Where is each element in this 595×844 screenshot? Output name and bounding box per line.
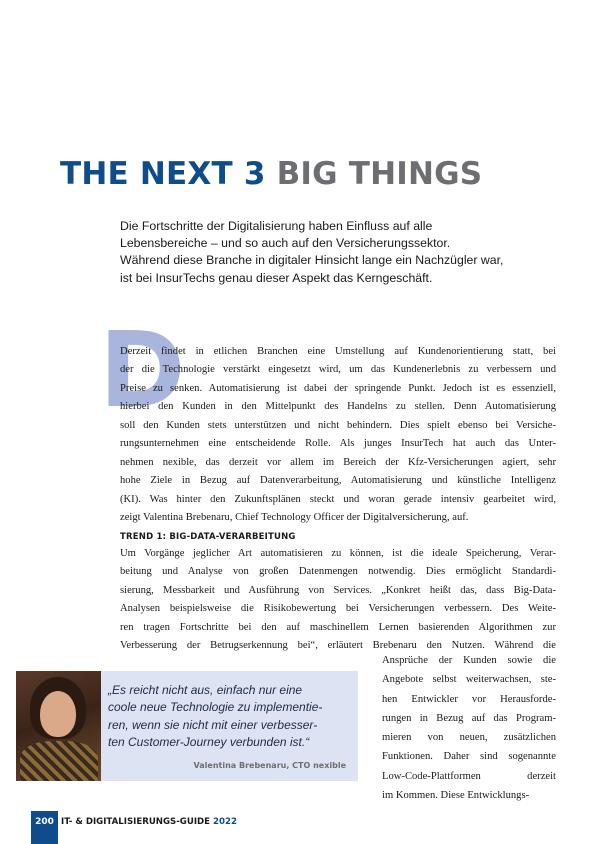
text-line: hierbei den Kunden in den Mittelpunkt des Handelns zu stellen. Denn Automatisierung <box>120 401 556 413</box>
body-paragraph-trend-1 <box>120 545 556 656</box>
text-line: der die Technologie verstärkt eingesetzt wird, um das Kundenerlebnis zu verbessern und <box>120 364 556 376</box>
lead-line: Lebensbereiche – und so auch auf den Versicherungssektor. <box>120 236 451 251</box>
pull-quote-text <box>108 682 348 751</box>
quote-line: ren, wenn sie nicht mit einer verbesser- <box>108 717 318 732</box>
text-line: (KI). Was hinter den Zukunftsplänen steckt und woran gerade intensiv gearbeitet wird, <box>120 493 556 505</box>
text-line: Angebote selbst weiterwachsen, ste- <box>382 674 556 686</box>
text-line: rungen in Bezug auf das Program- <box>382 712 556 724</box>
text-line: Low-Code-Plattformen derzeit <box>382 770 556 782</box>
quote-author: Valentina Brebenaru, CTO nexible <box>193 761 346 770</box>
text-line: Verbesserung der Betrugserkennung bei“, erläutert Brebenaru den Nutzen. Während die <box>120 640 556 652</box>
page-number: 200 <box>31 811 58 844</box>
text-line: Derzeit findet in etlichen Branchen eine Umstellung auf Kundenorientierung statt, bei <box>120 346 556 357</box>
photo-face-shape <box>40 691 76 737</box>
lead-line: Die Fortschritte der Digitalisierung haben Einfluss auf alle <box>120 219 433 233</box>
title-part-gray: BIG THINGS <box>276 156 483 192</box>
text-line: Um Vorgänge jeglicher Art automatisieren zu können, ist die ideale Speicherung, Verar- <box>120 548 556 559</box>
quote-line: „Es reicht nicht aus, einfach nur eine <box>108 683 303 697</box>
text-line: im Kommen. Diese Entwicklungs- <box>382 790 530 802</box>
text-line: mieren von neuen, zusätzlichen <box>382 732 556 744</box>
section-heading-trend-1: TREND 1: BIG-DATA-VERARBEITUNG <box>120 532 296 542</box>
text-line: Funktionen. Daher sind sogenannte <box>382 751 556 763</box>
text-line: Ansprüche der Kunden sowie die <box>382 655 556 666</box>
text-line: hohe Ziele in Bezug auf Datenverarbeitung, Automatisierung und künstliche Intelligenz <box>120 475 556 487</box>
text-line: rungsunternehmen eine entscheidende Rolle. Als junges InsurTech hat auch das Unter- <box>120 438 556 450</box>
title-part-blue: THE NEXT 3 <box>60 156 266 192</box>
text-line: zeigt Valentina Brebenaru, Chief Technology Officer der Digitalversicherung, auf. <box>120 511 469 523</box>
lead-line: ist bei InsurTechs genau dieser Aspekt das Kerngeschäft. <box>120 270 433 285</box>
footer-guide-label: IT- & DIGITALISIERUNGS-GUIDE <box>61 817 211 827</box>
text-line: ren tragen Fortschritte bei den auf maschinellem Lernen basierenden Algorithmen zur <box>120 621 556 633</box>
text-line: soll den Kunden stets unterstützen und nicht behindern. Dies spielt ebenso bei Versiche- <box>120 419 556 431</box>
drop-cap: D <box>99 309 186 431</box>
text-line: nehmen nexible, das derzeit vor allem im Bereich der Kfz-Versicherungen agiert, sehr <box>120 456 556 468</box>
lead-paragraph <box>120 218 550 287</box>
text-line: beitung und Analyse von großen Datenmengen notwendig. Dies ermöglicht Standardi- <box>120 566 556 578</box>
footer-publication <box>61 817 237 827</box>
text-line: Preise zu senken. Automatisierung ist dabei der springende Punkt. Jedoch ist es essenziell, <box>120 382 556 394</box>
text-line: sierung, Messbarkeit und Ausführung von Services. „Konkret heißt das, dass Big-Data- <box>120 584 556 596</box>
lead-line: Während diese Branche in digitaler Hinsicht lange ein Nachzügler war, <box>120 253 504 268</box>
quote-line: ten Customer-Journey verbunden ist.“ <box>108 734 310 749</box>
text-line: Analysen beispielsweise die Risikobewertung bei Versicherungen verbessern. Des Weite- <box>120 603 556 615</box>
photo-shirt-shape <box>20 741 98 781</box>
body-paragraph-continued <box>382 651 556 805</box>
portrait-photo <box>16 671 101 781</box>
footer-year: 2022 <box>213 817 237 827</box>
quote-line: coole neue Technologie zu implementie- <box>108 700 323 715</box>
page-title <box>60 154 482 194</box>
text-line: hen Entwickler vor Herausforde- <box>382 693 556 705</box>
body-paragraph-intro <box>120 343 556 527</box>
